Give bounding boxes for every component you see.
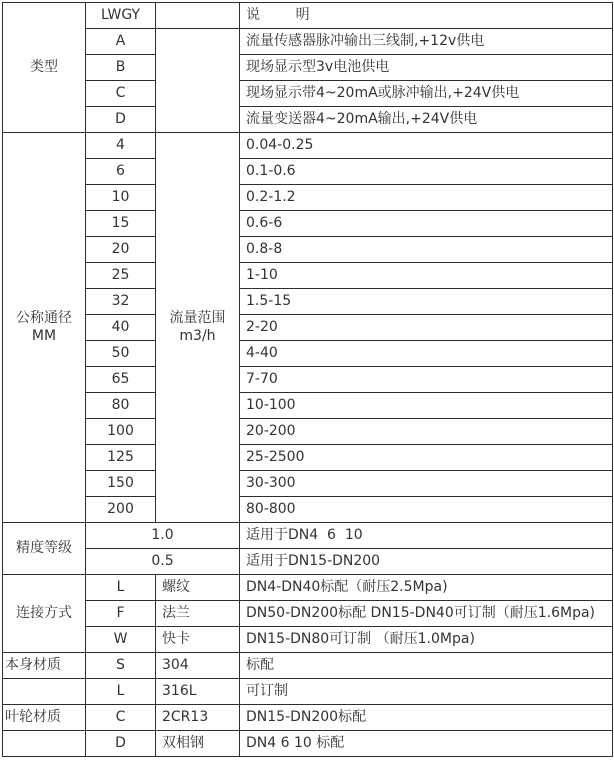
table-row (3, 523, 613, 549)
connection-name-cell: 螺纹 (156, 575, 240, 601)
model-code-cell: LWGY (86, 3, 156, 29)
table-row (3, 263, 613, 289)
diameter-label-line2: MM (31, 327, 57, 344)
flow-range-cell: 30-300 (240, 471, 613, 497)
accuracy-desc-cell: 适用于DN15-DN200 (240, 549, 613, 575)
table-row (3, 419, 613, 445)
type-code-cell: C (86, 81, 156, 107)
table-row (3, 653, 613, 679)
connection-code-cell: F (86, 601, 156, 627)
body-material-desc-cell: 标配 (240, 653, 613, 679)
flow-range-cell: 10-100 (240, 393, 613, 419)
table-row (3, 341, 613, 367)
impeller-material-section-label: 叶轮材质 (3, 705, 86, 731)
dn-cell: 6 (86, 159, 156, 185)
impeller-material-name-cell: 2CR13 (156, 705, 240, 731)
empty-cell (156, 29, 240, 133)
table-row (3, 107, 613, 133)
table-row (3, 601, 613, 627)
connection-name-cell: 法兰 (156, 601, 240, 627)
table-row (3, 3, 613, 29)
body-material-name-cell: 316L (156, 679, 240, 705)
impeller-material-desc-cell: DN15-DN200标配 (240, 705, 613, 731)
accuracy-desc-cell: 适用于DN4 6 10 (240, 523, 613, 549)
dn-cell: 15 (86, 211, 156, 237)
dn-cell: 80 (86, 393, 156, 419)
connection-code-cell: L (86, 575, 156, 601)
flow-range-cell: 0.6-6 (240, 211, 613, 237)
table-row (3, 705, 613, 731)
table-row (3, 237, 613, 263)
accuracy-value-cell: 0.5 (86, 549, 240, 575)
dn-cell: 25 (86, 263, 156, 289)
dn-cell: 65 (86, 367, 156, 393)
table-row (3, 679, 613, 705)
table-row (3, 549, 613, 575)
flow-range-cell: 0.2-1.2 (240, 185, 613, 211)
empty-cell (3, 731, 86, 757)
impeller-material-desc-cell: DN4 6 10 标配 (240, 731, 613, 757)
dn-cell: 200 (86, 497, 156, 523)
connection-desc-cell: DN4-DN40标配（耐压2.5Mpa) (240, 575, 613, 601)
table-row (3, 29, 613, 55)
dn-cell: 100 (86, 419, 156, 445)
accuracy-value-cell: 1.0 (86, 523, 240, 549)
flow-range-cell: 1.5-15 (240, 289, 613, 315)
body-material-section-label: 本身材质 (3, 653, 86, 679)
flow-range-cell: 20-200 (240, 419, 613, 445)
empty-cell (156, 3, 240, 29)
impeller-material-name-cell: 双相钢 (156, 731, 240, 757)
dn-cell: 4 (86, 133, 156, 159)
flow-range-cell: 2-20 (240, 315, 613, 341)
type-desc-cell: 流量传感器脉冲输出三线制,+12v供电 (240, 29, 613, 55)
table-row (3, 627, 613, 653)
connection-code-cell: W (86, 627, 156, 653)
type-desc-cell: 现场显示型3v电池供电 (240, 55, 613, 81)
impeller-material-code-cell: D (86, 731, 156, 757)
dn-cell: 50 (86, 341, 156, 367)
type-code-cell: B (86, 55, 156, 81)
table-row (3, 471, 613, 497)
flow-range-label-line2: m3/h (179, 327, 216, 344)
body-material-name-cell: 304 (156, 653, 240, 679)
diameter-section-label (3, 133, 86, 523)
connection-desc-cell: DN15-DN80可订制 （耐压1.0Mpa) (240, 627, 613, 653)
table-row (3, 81, 613, 107)
flow-range-cell: 25-2500 (240, 445, 613, 471)
type-code-cell: D (86, 107, 156, 133)
body-material-code-cell: S (86, 653, 156, 679)
body-material-code-cell: L (86, 679, 156, 705)
connection-section-label: 连接方式 (3, 575, 86, 653)
table-row (3, 393, 613, 419)
accuracy-section-label: 精度等级 (3, 523, 86, 575)
table-row (3, 445, 613, 471)
body-material-desc-cell: 可订制 (240, 679, 613, 705)
flow-range-cell: 1-10 (240, 263, 613, 289)
flow-range-cell: 4-40 (240, 341, 613, 367)
flow-range-label-line1: 流量范围 (169, 310, 226, 326)
diameter-label-line1: 公称通径 (16, 310, 72, 326)
flow-range-cell: 0.1-0.6 (240, 159, 613, 185)
dn-cell: 32 (86, 289, 156, 315)
type-code-cell: A (86, 29, 156, 55)
table-row (3, 367, 613, 393)
type-desc-cell: 现场显示带4~20mA或脉冲输出,+24V供电 (240, 81, 613, 107)
connection-desc-cell: DN50-DN200标配 DN15-DN40可订制（耐压1.6Mpa) (240, 601, 613, 627)
flowmeter-spec-table (2, 2, 613, 757)
table-row (3, 289, 613, 315)
impeller-material-code-cell: C (86, 705, 156, 731)
table-row (3, 55, 613, 81)
table-row (3, 159, 613, 185)
dn-cell: 20 (86, 237, 156, 263)
description-header-cell: 说 明 (240, 3, 613, 29)
dn-cell: 150 (86, 471, 156, 497)
empty-cell (3, 679, 86, 705)
flow-range-label-cell (156, 133, 240, 523)
table-row (3, 731, 613, 757)
table-row (3, 211, 613, 237)
dn-cell: 10 (86, 185, 156, 211)
flow-range-cell: 0.04-0.25 (240, 133, 613, 159)
table-row (3, 315, 613, 341)
table-row (3, 133, 613, 159)
dn-cell: 125 (86, 445, 156, 471)
table-row (3, 497, 613, 523)
connection-name-cell: 快卡 (156, 627, 240, 653)
type-section-label: 类型 (3, 3, 86, 133)
flow-range-cell: 7-70 (240, 367, 613, 393)
flow-range-cell: 80-800 (240, 497, 613, 523)
dn-cell: 40 (86, 315, 156, 341)
table-row (3, 575, 613, 601)
type-desc-cell: 流量变送器4~20mA输出,+24V供电 (240, 107, 613, 133)
flow-range-cell: 0.8-8 (240, 237, 613, 263)
table-row (3, 185, 613, 211)
